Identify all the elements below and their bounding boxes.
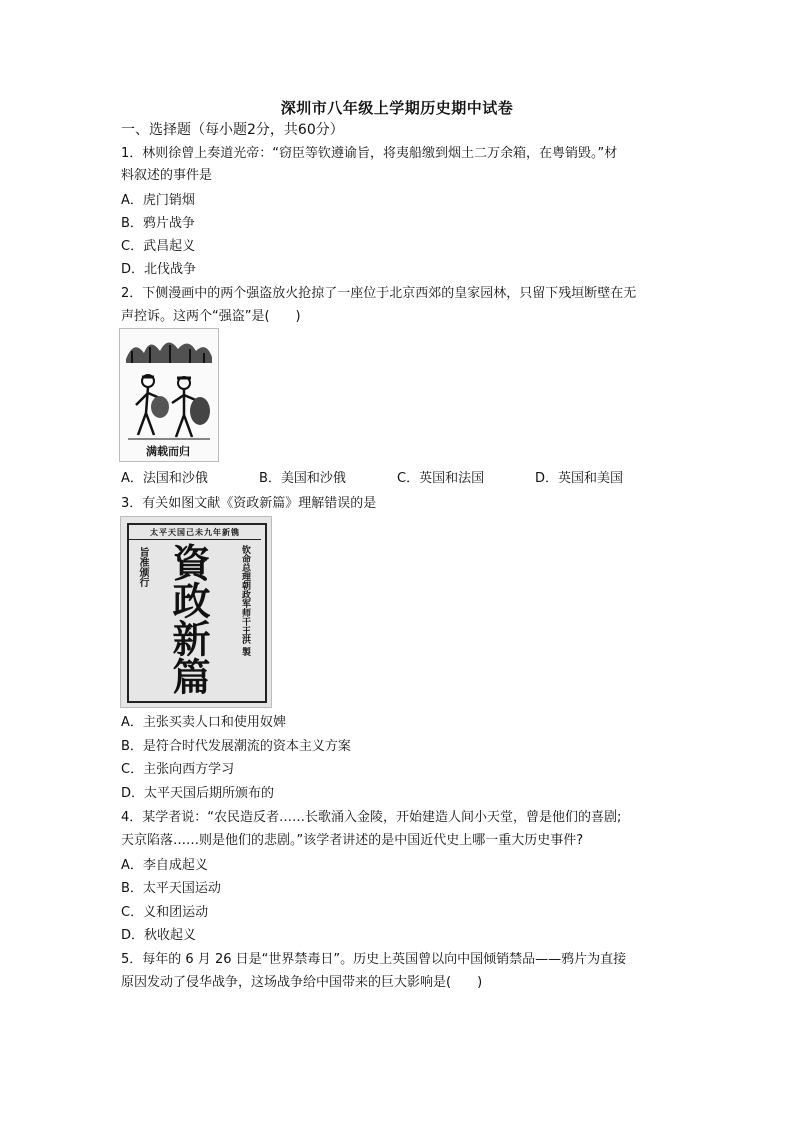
- document-right-text: 钦命总理朝政军师干王洪 製: [240, 545, 250, 657]
- page-title: 深圳市八年级上学期历史期中试卷: [280, 99, 514, 117]
- cartoon-image: [119, 328, 219, 462]
- q3-option-b: B．是符合时代发展潮流的资本主义方案: [121, 739, 351, 754]
- q2-stem-line1: 2．下侧漫画中的两个强盗放火抢掠了一座位于北京西郊的皇家园林，只留下残垣断壁在无: [121, 286, 637, 301]
- q1-option-a: A．虎门销烟: [121, 193, 195, 208]
- q4-option-d: D．秋收起义: [121, 928, 197, 943]
- q3-option-c: C．主张向西方学习: [121, 762, 235, 777]
- document-left-text: 旨准颁行: [137, 547, 148, 587]
- q2-option-a: A．法国和沙俄: [121, 471, 208, 486]
- q2-option-d: D．英国和美国: [535, 471, 624, 486]
- q2-option-c: C．英国和法国: [397, 471, 485, 486]
- q3-option-a: A．主张买卖人口和使用奴婢: [121, 715, 286, 730]
- q4-stem-line1: 4．某学者说：“农民造反者……长歌涌入金陵，开始建造人间小天堂，曾是他们的喜剧;: [121, 810, 622, 825]
- cartoon-drawing: [120, 329, 218, 461]
- q4-option-b: B．太平天国运动: [121, 881, 221, 896]
- q4-stem-line2: 天京陷落……则是他们的悲剧。”该学者讲述的是中国近代史上哪一重大历史事件?: [121, 833, 584, 848]
- document-center-text: 資政新篇: [166, 543, 211, 695]
- q1-option-b: B．鸦片战争: [121, 216, 195, 231]
- q1-stem-line2: 料叙述的事件是: [121, 168, 213, 183]
- q4-option-a: A．李自成起义: [121, 858, 208, 873]
- q1-stem-line1: 1．林则徐曾上奏道光帝：“窃臣等钦遵谕旨，将夷船缴到烟土二万余箱，在粤销毁。”材: [121, 146, 618, 161]
- q5-stem-line2: 原因发动了侵华战争，这场战争给中国带来的巨大影响是( ): [121, 975, 483, 990]
- q2-option-b: B．美国和沙俄: [259, 471, 346, 486]
- q1-option-c: C．武昌起义: [121, 239, 196, 254]
- section-heading: 一、选择题（每小题2分，共60分）: [121, 122, 344, 138]
- document-top-text: 太平天国己未九年新镌: [150, 527, 240, 537]
- q1-option-d: D．北伐战争: [121, 262, 197, 277]
- q3-option-d: D．太平天国后期所颁布的: [121, 786, 275, 801]
- q4-option-c: C．义和团运动: [121, 905, 209, 920]
- document-image: [120, 516, 272, 708]
- cartoon-caption: 满载而归: [146, 445, 190, 458]
- q2-stem-line2: 声控诉。这两个“强盗”是( ): [121, 309, 301, 324]
- q3-stem-line1: 3．有关如图文献《资政新篇》理解错误的是: [121, 496, 377, 511]
- q5-stem-line1: 5．每年的 6 月 26 日是“世界禁毒日”。历史上英国曾以向中国倾销禁品——鸦片为直接: [121, 952, 627, 967]
